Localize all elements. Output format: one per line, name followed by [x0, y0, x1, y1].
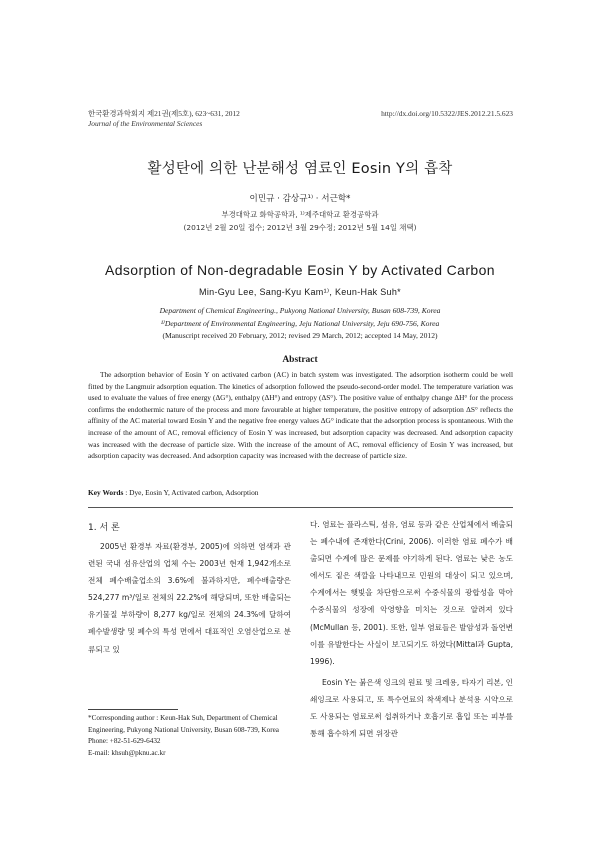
english-affiliation-2: ¹⁾Department of Environmental Engineering, Jeju National University, Jeju 690-756, Korea	[160, 319, 440, 328]
running-header-left	[88, 109, 240, 129]
english-authors: Min-Gyu Lee, Sang-Kyu Kam¹⁾, Keun-Hak Suh*	[199, 287, 401, 297]
korean-affiliation: 부경대학교 화학공학과, ¹⁾제주대학교 환경공학과	[221, 210, 379, 219]
journal-name: Journal of the Environmental Sciences	[88, 119, 203, 128]
footnote-author: *Corresponding author : Keun-Hak Suh, Department of Chemical Engineering, Pukyong National University, Busan 608-739, Korea	[88, 714, 279, 734]
english-affiliation-1: Department of Chemical Engineering., Pukyong National University, Busan 608-739, Korea	[159, 306, 441, 315]
corresponding-author-footnote	[88, 713, 291, 759]
section-divider	[88, 507, 513, 508]
korean-title: 활성탄에 의한 난분해성 염료인 Eosin Y의 흡착	[147, 161, 453, 177]
english-title: Adsorption of Non-degradable Eosin Y by Activated Carbon	[104, 262, 495, 278]
left-column-text	[88, 538, 291, 658]
abstract-text: The adsorption behavior of Eosin Y on activated carbon (AC) in batch system was investigated. The adsorption isotherm could be well fitted by the Langmuir adsorption equation. The kinetics of adsorption followed the pseudo-second-order model. The temperature variation was used to evaluate the values of free energy (ΔG°), enthalpy (ΔH°) and entropy (ΔS°). The positive value of enthalpy change ΔH° for the process confirms the endothermic nature of the process and more favourable at higher temperature, the positive entropy of adsorption ΔS° reflects the affinity of the AC material toward Eosin Y and the negative free energy values ΔG° indicate that the adsorption process is spontaneous. With the increase of the amount of AC, removal efficiency of Eosin Y was increased, but adsorption capacity was decreased. And adsorption capacity was increased with the decrease of particle size. With the increase of the amount of AC, removal efficiency of Eosin Y was increased, but adsorption capacity was decreased. And adsorption capacity was increased with the decrease of particle size.	[88, 370, 513, 461]
right-paragraph-2: Eosin Y는 붉은색 잉크의 원료 및 크레용, 타자기 리본, 인쇄잉크로 사용되고, 또 특수연료의 착색제나 분석용 시약으로도 사용되는 염료로써 섭취하거나 호흡기로 흡입 또는 피부를 통해 흡수하게 되면 위장관	[310, 677, 513, 739]
korean-dates: (2012년 2월 20일 접수; 2012년 3월 29수정; 2012년 5월 14일 채택)	[183, 223, 417, 232]
footnote-divider	[88, 709, 178, 710]
abstract-heading: Abstract	[282, 355, 318, 365]
keywords-label: Key Words	[88, 488, 124, 497]
footnote-phone: Phone: +82-51-629-6432	[88, 737, 161, 746]
intro-paragraph-1: 2005년 환경부 자료(환경부, 2005)에 의하면 염색과 관련된 국내 섬유산업의 업체 수는 2003년 현재 1,942개소로 전체 폐수배출업소의 3.6%에 불과하지만, 폐수배출량은 524,277 m³/일로 전체의 22.2%에 해당되며, 또한 배출되는 유기물질 부하량이 8,277 kg/일로 전체의 24.3%에 달하여 폐수발생량 및 폐수의 특성 면에서 대표적인 오염산업으로 분류되고 있	[88, 542, 291, 654]
doi-link[interactable]: http://dx.doi.org/10.5322/JES.2012.21.5.623	[381, 109, 513, 118]
section-heading-introduction: 1. 서 론	[88, 523, 120, 533]
footnote-email[interactable]: E-mail: khsuh@pknu.ac.kr	[88, 748, 166, 757]
keywords-text: : Dye, Eosin Y, Activated carbon, Adsorption	[123, 488, 259, 497]
right-column-text	[310, 516, 513, 742]
journal-citation-korean: 한국환경과학회지 제21권(제5호), 623~631, 2012	[88, 109, 240, 118]
english-dates: (Manuscript received 20 February, 2012; revised 29 March, 2012; accepted 14 May, 2012)	[162, 331, 438, 340]
right-paragraph-1: 다. 염료는 플라스틱, 섬유, 염료 등과 같은 산업체에서 배출되는 폐수내에 존재한다(Crini, 2006). 이러한 염료 폐수가 배출되면 수계에 많은 문제를 야기하게 된다. 염료는 낮은 농도에서도 짙은 색깔을 나타내므로 민원의 대상이 되고 있으며, 수계에서는 햇빛을 차단함으로써 수중식물의 광합성을 막아 수중식물의 성장에 악영향을 미치는 것으로 알려져 있다(McMullan 등, 2001). 또한, 일부 염료들은 발암성과 돌연변이를 유발한다는 사실이 보고되기도 하였다(Mittal과 Gupta, 1996).	[310, 520, 513, 666]
keywords	[88, 488, 513, 497]
korean-authors: 이민규 · 감상규¹⁾ · 서근학*	[249, 194, 351, 204]
